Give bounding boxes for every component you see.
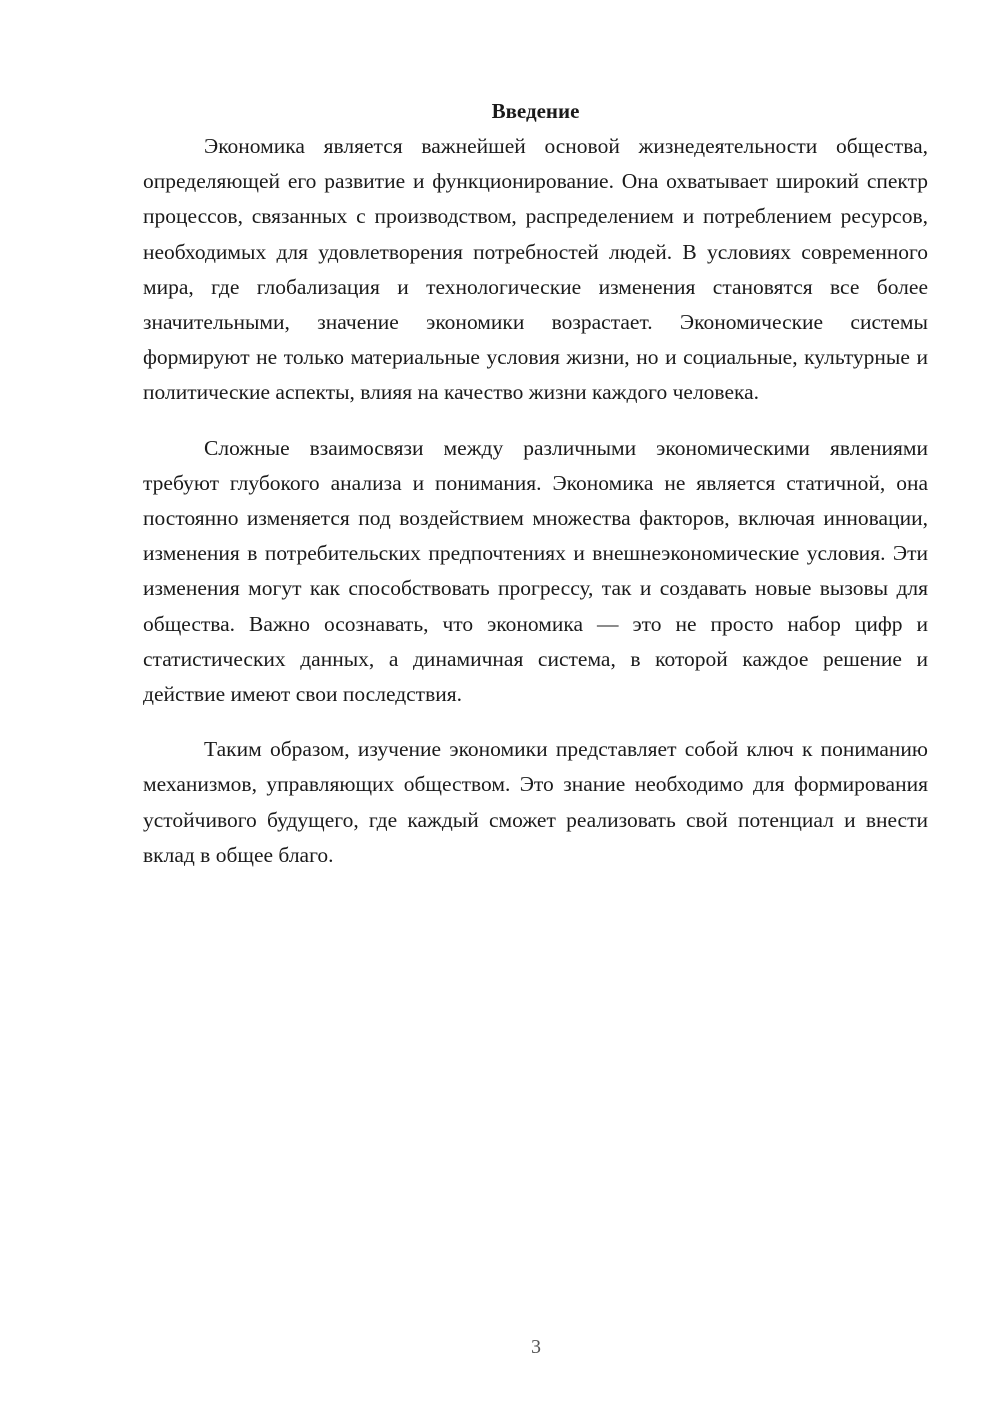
page-content xyxy=(143,94,928,873)
paragraph-2: Сложные взаимосвязи между различными экономическими явлениями требуют глубокого анализа и понимания. Экономика не является статичной, она постоянно изменяется под воздействием множества факторов, включая инновации, изменения в потребительских предпочтениях и внешнеэкономические условия. Эти изменения могут как способствовать прогрессу, так и создавать новые вызовы для общества. Важно осознавать, что экономика — это не просто набор цифр и статистических данных, а динамичная система, в которой каждое решение и действие имеют свои последствия. xyxy=(143,435,928,707)
page-number: 3 xyxy=(531,1336,541,1358)
paragraph-1: Экономика является важнейшей основой жизнедеятельности общества, определяющей его развитие и функционирование. Она охватывает широкий спектр процессов, связанных с производством, распределением и потреблением ресурсов, необходимых для удовлетворения потребностей людей. В условиях современного мира, где глобализация и технологические изменения становятся все более значительными, значение экономики возрастает. Экономические системы формируют не только материальные условия жизни, но и социальные, культурные и политические аспекты, влияя на качество жизни каждого человека. xyxy=(143,134,928,405)
section-heading: Введение xyxy=(491,99,580,123)
paragraph-3: Таким образом, изучение экономики представляет собой ключ к пониманию механизмов, управляющих обществом. Это знание необходимо для формирования устойчивого будущего, где каждый сможет реализовать свой потенциал и внести вклад в общее благо. xyxy=(143,737,928,867)
